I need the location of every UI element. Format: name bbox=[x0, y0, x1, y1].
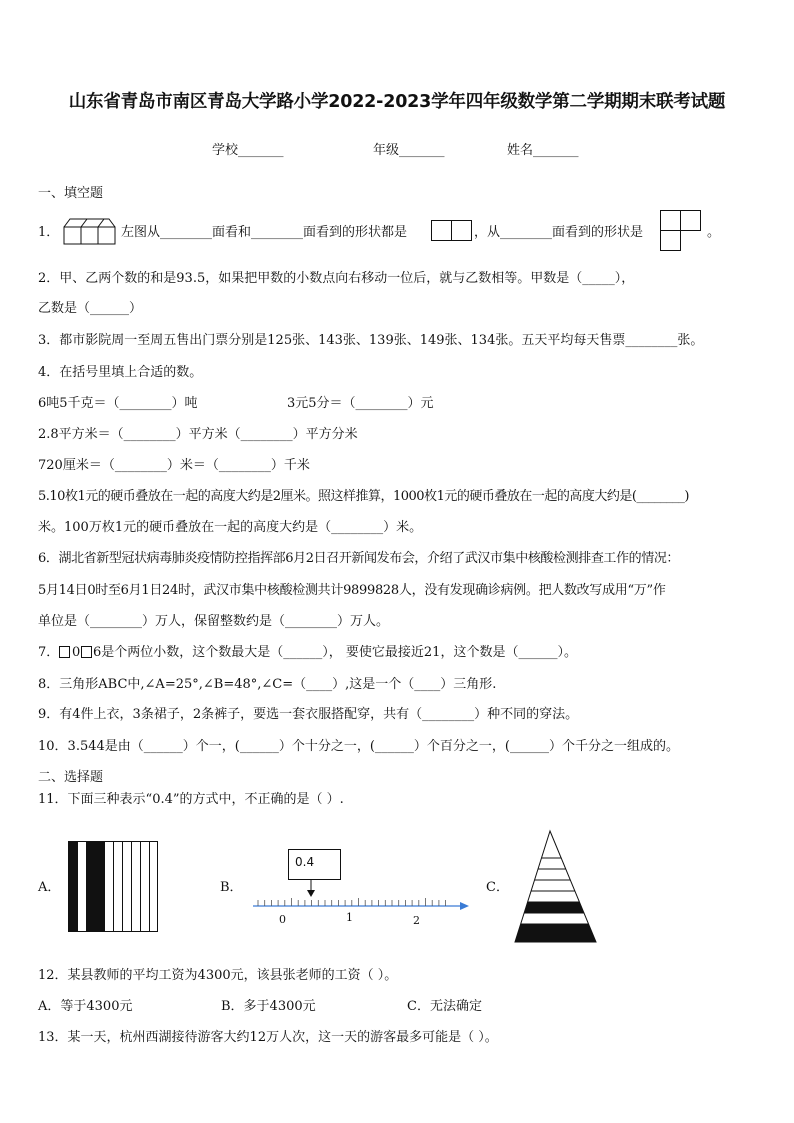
grade-field: 年级_______ bbox=[373, 143, 445, 158]
tick-label-2: 2 bbox=[413, 914, 420, 927]
q7-digit: 0 bbox=[72, 645, 81, 660]
page-title: 山东省青岛市南区青岛大学路小学2022-2023学年四年级数学第二学期期末联考试题 bbox=[68, 92, 726, 112]
q1-text-part3: 。 bbox=[707, 225, 721, 240]
school-field: 学校_______ bbox=[212, 143, 284, 158]
option-c-label: C． bbox=[486, 880, 509, 895]
cube-figure bbox=[60, 215, 118, 249]
q12-option-b: B．多于4300元 bbox=[221, 999, 316, 1014]
q12-option-a: A．等于4300元 bbox=[38, 999, 133, 1014]
q6-line2: 5月14日0时至6月1日24时，武汉市集中核酸检测共计9899828人，没有发现确诊病例。把人数改写成用“万”作 bbox=[38, 583, 666, 598]
q4-item-c: 2.8平方米＝（________）平方米（________）平方分米 bbox=[38, 427, 358, 442]
number-line-callout: 0.4 bbox=[295, 855, 315, 869]
two-square-shape bbox=[431, 220, 473, 242]
q7-number: 7． bbox=[38, 645, 60, 660]
l-shape-figure bbox=[660, 210, 704, 252]
decimal-strip-grid bbox=[68, 841, 158, 933]
q1-number: 1． bbox=[38, 225, 60, 240]
q4-item-d: 720厘米＝（________）米＝（________）千米 bbox=[38, 458, 310, 473]
tick-label-0: 0 bbox=[279, 913, 286, 926]
q1-text-part2: ，从________面看到的形状是 bbox=[474, 225, 644, 240]
option-b-label: B． bbox=[220, 880, 243, 895]
q12-option-c: C．无法确定 bbox=[407, 999, 482, 1014]
q2-line1: 2．甲、乙两个数的和是93.5，如果把甲数的小数点向右移动一位后，就与乙数相等。甲数是（_____）， bbox=[38, 271, 635, 286]
tick-label-1: 1 bbox=[346, 911, 353, 924]
q6-line3: 单位是（________）万人，保留整数约是（________）万人。 bbox=[38, 614, 390, 629]
q4-stem: 4．在括号里填上合适的数。 bbox=[38, 365, 203, 380]
q4-item-b: 3元5分＝（________）元 bbox=[287, 396, 434, 411]
q12-stem: 12．某县教师的平均工资为4300元，该县张老师的工资（ ）。 bbox=[38, 968, 398, 983]
q3-text: 3．都市影院周一至周五售出门票分别是125张、143张、139张、149张、134张。五天平均每天售票________张。 bbox=[38, 333, 704, 348]
q5-line2: 米。100万枚1元的硬币叠放在一起的高度大约是（________）米。 bbox=[38, 520, 423, 535]
q13-stem: 13．某一天，杭州西湖接待游客大约12万人次，这一天的游客最多可能是（ ）。 bbox=[38, 1030, 498, 1045]
blank-box bbox=[59, 646, 71, 659]
q11-stem: 11．下面三种表示“0.4”的方式中，不正确的是（ ）. bbox=[38, 792, 344, 807]
q8-text: 8．三角形ABC中,∠A=25°,∠B=48°,∠C=（____）,这是一个（____）三角形. bbox=[38, 677, 497, 692]
q10-text: 10．3.544是由（______）个一，(______）个十分之一，(______）个百分之一，(______）个千分之一组成的。 bbox=[38, 739, 679, 754]
q2-line2: 乙数是（______） bbox=[38, 301, 143, 316]
q6-line1: 6．湖北省新型冠状病毒肺炎疫情防控指挥部6月2日召开新闻发布会，介绍了武汉市集中核酸检测排查工作的情况： bbox=[38, 551, 680, 566]
q7-text: 6是个两位小数，这个数最大是（______）， 要使它最接近21，这个数是（______）。 bbox=[93, 645, 577, 660]
option-a-label: A． bbox=[38, 880, 61, 895]
blank-box bbox=[81, 646, 93, 659]
name-field: 姓名_______ bbox=[507, 143, 579, 158]
striped-triangle bbox=[510, 828, 600, 944]
q4-item-a: 6吨5千克＝（________）吨 bbox=[38, 396, 198, 411]
q9-text: 9．有4件上衣，3条裙子，2条裤子，要选一套衣服搭配穿，共有（________）种不同的穿法。 bbox=[38, 707, 579, 722]
section-fill-in: 一、填空题 bbox=[38, 186, 104, 201]
q1-text-part1: 左图从________面看和________面看到的形状都是 bbox=[121, 225, 408, 240]
section-choice: 二、选择题 bbox=[38, 770, 104, 785]
q5-line1: 5.10枚1元的硬币叠放在一起的高度大约是2厘米。照这样推算，1000枚1元的硬币叠放在一起的高度大约是(________) bbox=[38, 489, 689, 504]
